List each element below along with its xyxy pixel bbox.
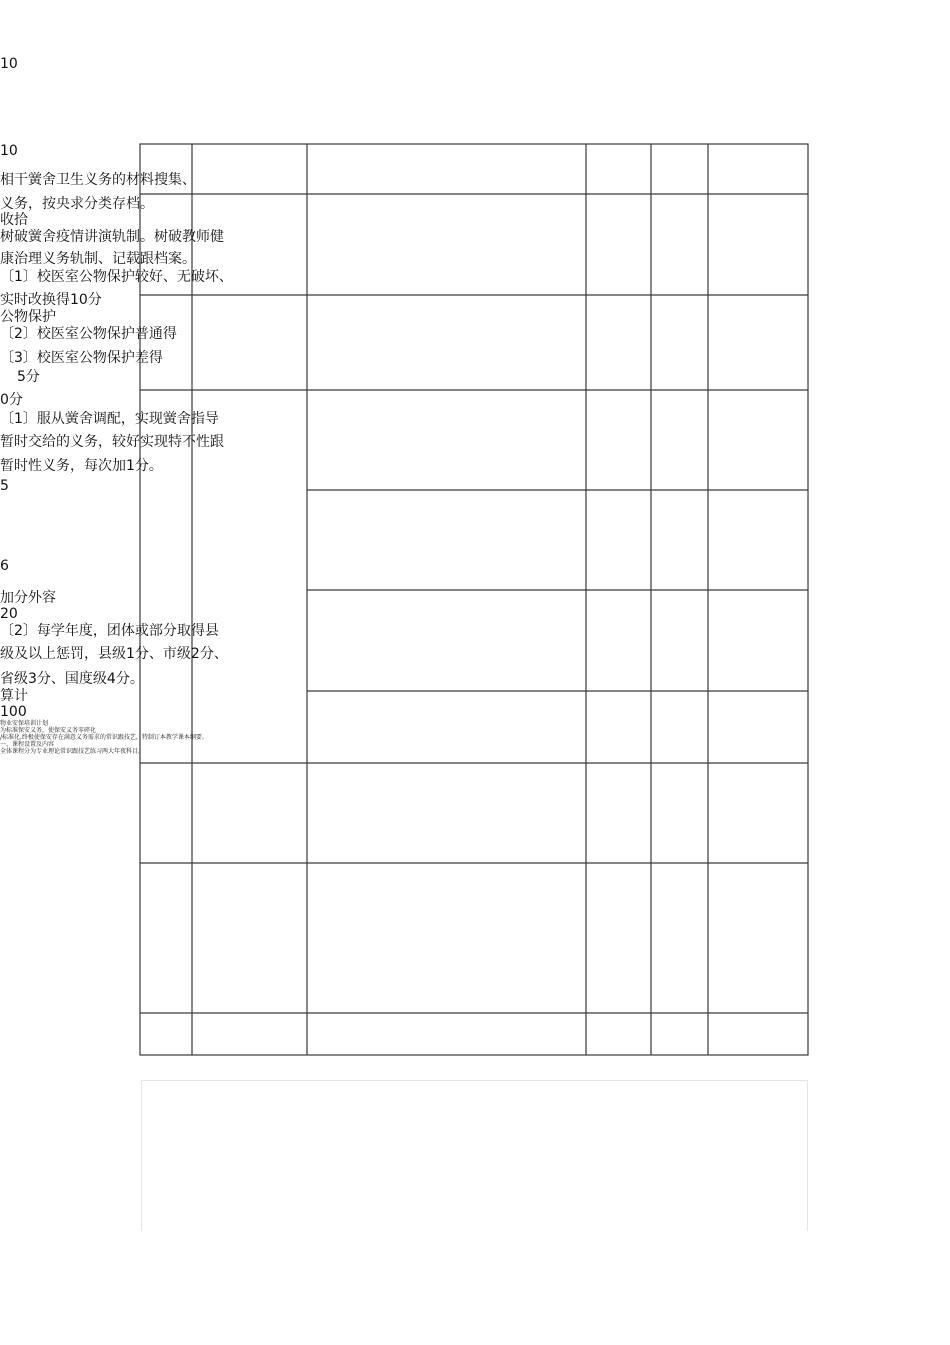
text-line: 收拾: [0, 212, 28, 228]
text-line: 暂时交给的义务，较好实现特不性跟: [0, 434, 224, 450]
text-line: 实时改换得10分: [0, 292, 102, 308]
text-line: 加分外容: [0, 590, 56, 606]
text-line: 暂时性义务，每次加1分。: [0, 458, 163, 474]
text-line: 〔1〕校医室公物保护较好、无破坏、: [0, 269, 233, 285]
text-line: 相干黉舍卫生义务的材料搜集、: [0, 172, 196, 188]
text-line: 公物保护: [0, 309, 56, 325]
text-line: 6: [0, 558, 9, 574]
tiny-text-line: 一、课程设置及内容: [0, 741, 55, 748]
text-line: 10: [0, 143, 18, 159]
text-line: 〔1〕服从黉舍调配，实现黉舍指导: [0, 411, 219, 427]
text-line: 省级3分、国度级4分。: [0, 671, 144, 687]
text-line: 算计: [0, 688, 28, 704]
tiny-text-line: 全体课程分为专业理论常识跟技艺练习两大年夜科目。: [0, 748, 145, 755]
text-line: 5: [0, 478, 9, 494]
text-line: 康治理义务轨制、记载跟档案。: [0, 251, 196, 267]
text-line: 树破黉舍疫情讲演轨制。树破教师健: [0, 229, 224, 245]
text-line: 10: [0, 56, 18, 72]
text-line: 级及以上惩罚，县级1分、市级2分、: [0, 646, 228, 662]
text-line: 20: [0, 606, 18, 622]
text-line: 0分: [0, 392, 23, 408]
text-line: 〔2〕校医室公物保护普通得: [0, 326, 177, 342]
text-line: 义务，按央求分类存档。: [0, 196, 154, 212]
text-line: 〔3〕校医室公物保护差得: [0, 350, 163, 366]
tiny-text-line: 为标准保安义务，使保安义务零碎化: [0, 727, 97, 734]
tiny-text-line: /标准化,终极使保安存在满意义务需求的常识跟技艺，特制订本教学课本纲要。: [0, 734, 208, 741]
text-line: 100: [0, 704, 27, 720]
tiny-text-line: 物业安保培训计划: [0, 720, 49, 727]
text-line: 〔2〕每学年度，团体或部分取得县: [0, 623, 219, 639]
next-page-frame: [141, 1080, 808, 1231]
text-line: 5分: [17, 369, 40, 385]
